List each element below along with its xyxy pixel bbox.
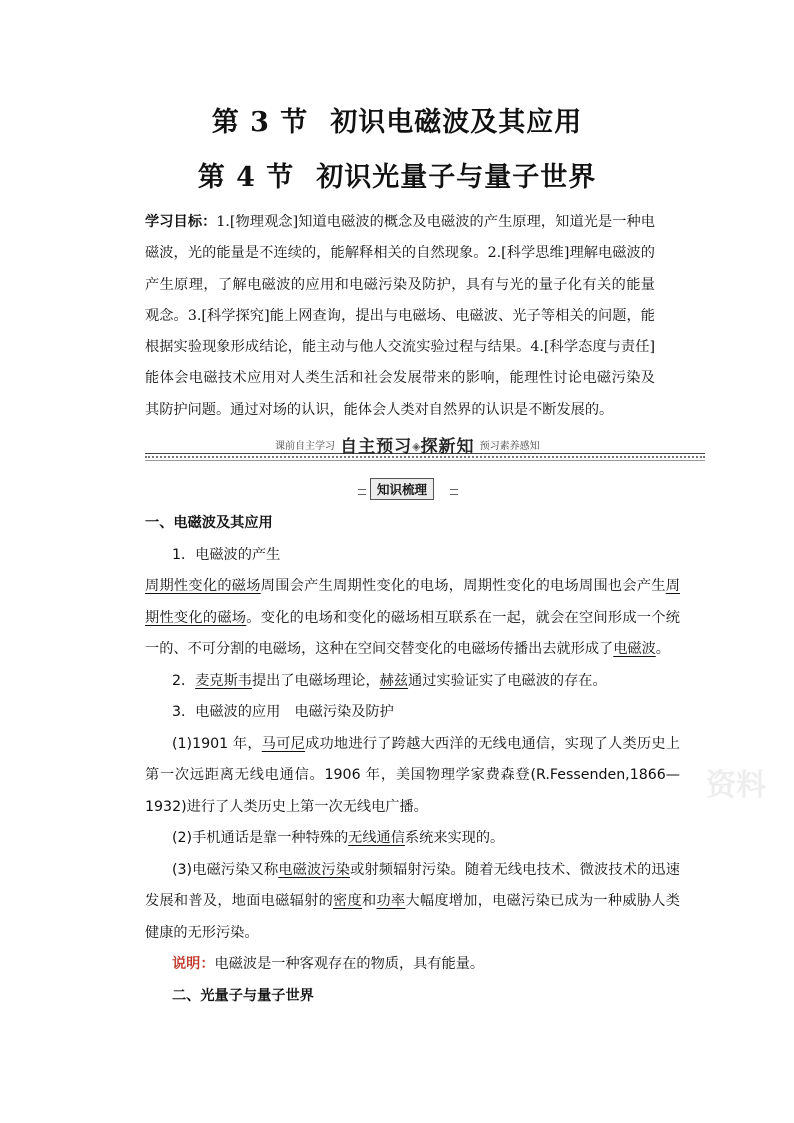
watermark: 资料 (706, 768, 766, 803)
paragraph-maxwell-hertz (145, 666, 680, 698)
tag-left-ornament (358, 489, 366, 495)
blank-wireless: 无线通信 (348, 830, 405, 846)
preview-banner (145, 432, 705, 458)
text-5: 通过实验证实了电磁波的存在。 (408, 672, 607, 689)
section-2-heading: 二、光量子与量子世界 (171, 987, 314, 1004)
text-11: 或射频辐射污染。随着无线电技术、微波技术的迅速发展和普及，地面电磁辐射的 (145, 861, 680, 909)
text-4: 提出了电磁场理论， (251, 672, 380, 689)
banner-right-caption: 预习素养感知 (479, 441, 540, 452)
learning-goals-text: 1.[物理观念]知道电磁波的概念及电磁波的产生原理，知道光是一种电磁波，光的能量是不连续的，能解释相关的自然现象。2.[科学思维]理解电磁波的产生原理，了解电磁波的应用和电磁污染及防护，具有与光的量子化有关的能量观念。3.[科学探究]能上网查询，提出与电磁场、电磁波、光子等相关的问题，能根据实验现象形成结论，能主动与他人交流实验过程与结果。4.[科学态度与责任]能体会电磁技术应用对人类生活和社会发展带来的影响，能理性讨论电磁污染及其防护问题。通过对场的认识，能体会人类对自然界的认识是不断发展的。 (145, 214, 655, 418)
section-4-name: 初识光量子与量子世界 (316, 162, 597, 193)
blank-1: 周期性变化的磁场 (145, 578, 261, 594)
banner-text (275, 432, 540, 457)
paragraph-pollution (145, 855, 680, 950)
item-number: 2． (171, 672, 196, 689)
text-6: (1)1901 年， (171, 735, 262, 752)
text-10: (3)电磁污染又称 (171, 861, 279, 878)
text-3: 。 (655, 641, 670, 657)
section-3-number: 第 3 节 (211, 107, 309, 138)
text-8: (2)手机通话是靠一种特殊的 (171, 830, 349, 846)
blank-hertz: 赫兹 (379, 672, 409, 689)
section-4-title (0, 155, 794, 194)
paragraph-marconi (145, 729, 680, 824)
subsection-1-1-heading: 1．电磁波的产生 (171, 546, 281, 563)
blank-3: 电磁波 (613, 641, 656, 657)
blank-power: 功率 (376, 893, 406, 909)
banner-left-caption: 课前自主学习 (275, 441, 335, 452)
blank-density: 密度 (333, 893, 362, 909)
section-3-title (0, 100, 794, 139)
subsection-1-3-heading: 3．电磁波的应用 电磁污染及防护 (171, 704, 394, 720)
blank-maxwell: 麦克斯韦 (195, 672, 252, 689)
tag-right-ornament (450, 489, 458, 495)
note-text: 电磁波是一种客观存在的物质，具有能量。 (214, 956, 485, 972)
note (145, 949, 680, 981)
section-1-heading: 一、电磁波及其应用 (145, 515, 273, 531)
learning-goals-label: 学习目标： (145, 214, 217, 230)
text-12: 和 (361, 893, 377, 909)
paragraph-mobile (145, 823, 680, 855)
learning-goals (145, 207, 655, 426)
blank-em-pollution: 电磁波污染 (278, 861, 351, 878)
main-content (145, 508, 680, 1012)
section-3-name: 初识电磁波及其应用 (330, 107, 583, 138)
note-label: 说明： (171, 956, 215, 972)
knowledge-tag: 知识梳理 (370, 478, 434, 500)
banner-arrow-icon: ◈ (412, 440, 421, 453)
blank-marconi: 马可尼 (261, 735, 306, 752)
banner-rule-bottom (145, 460, 705, 461)
text-9: 系统来实现的。 (404, 830, 505, 846)
blank-2: 周期性变化的磁场 (145, 578, 680, 626)
section-4-number: 第 4 节 (197, 162, 295, 193)
text-2: 。变化的电场和变化的磁场相互联系在一起，就会在空间形成一个统一的、不可分割的电磁场，这种在空间交替变化的电磁场传播出去就形成了 (145, 609, 680, 657)
text-1: 周围会产生周期性变化的电场，周期性变化的电场周围也会产生 (260, 578, 666, 594)
banner-main-2: 探新知 (420, 437, 475, 457)
banner-main-1: 自主预习 (340, 437, 413, 457)
text-7: 成功地进行了跨越大西洋的无线电通信，实现了人类历史上第一次远距离无线电通信。1906 年，美国物理学家费森登(R.Fessenden,1866—1932)进行了人类历史上第一次无线电广播。 (145, 735, 680, 815)
paragraph-wave-generation (145, 571, 680, 666)
text-13: 大幅度增加，电磁污染已成为一种威胁人类健康的无形污染。 (145, 893, 680, 941)
